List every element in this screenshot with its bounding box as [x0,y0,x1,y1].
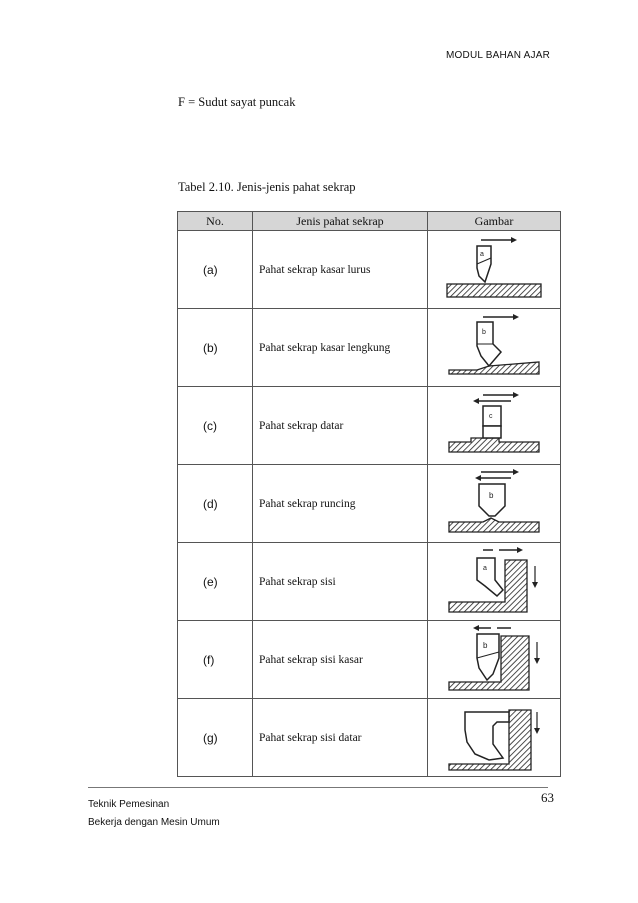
table-header-row [178,212,561,231]
row-number: (g) [178,699,253,777]
table-row [178,621,561,699]
table-row [178,387,561,465]
figure-cell [428,543,561,621]
footer-divider [88,787,548,788]
figure-cell [428,465,561,543]
table-row [178,309,561,387]
tool-types-table [177,211,561,777]
svg-text:b: b [482,328,486,336]
figure-cell [428,699,561,777]
straight-rough-tool-diagram [439,234,549,306]
formula-line: F = Sudut sayat puncak [178,95,296,109]
table-row [178,543,561,621]
tool-name: Pahat sekrap sisi kasar [253,621,428,699]
footer-line-1: Teknik Pemesinan [88,799,170,810]
row-number: (e) [178,543,253,621]
rough-side-tool-diagram [439,624,549,696]
column-header-name: Jenis pahat sekrap [253,212,428,231]
svg-text:a: a [483,564,487,572]
tool-name: Pahat sekrap sisi [253,543,428,621]
table-row [178,699,561,777]
tool-name: Pahat sekrap sisi datar [253,699,428,777]
flat-side-tool-diagram [439,702,549,774]
side-tool-diagram [439,546,549,618]
bent-rough-tool-diagram [439,312,549,384]
tool-name: Pahat sekrap runcing [253,465,428,543]
table-caption: Tabel 2.10. Jenis-jenis pahat sekrap [178,180,356,194]
table-row [178,231,561,309]
table-row [178,465,561,543]
svg-text:b: b [489,490,494,500]
flat-tool-diagram [439,390,549,462]
row-number: (d) [178,465,253,543]
page-number: 63 [541,790,554,805]
tool-name: Pahat sekrap kasar lurus [253,231,428,309]
row-number: (a) [178,231,253,309]
figure-cell [428,309,561,387]
row-number: (f) [178,621,253,699]
tool-name: Pahat sekrap datar [253,387,428,465]
column-header-figure: Gambar [428,212,561,231]
figure-cell [428,231,561,309]
svg-text:b: b [483,640,488,650]
pointed-tool-diagram [439,468,549,540]
row-number: (c) [178,387,253,465]
row-number: (b) [178,309,253,387]
svg-text:c: c [489,412,493,420]
module-header: MODUL BAHAN AJAR [446,50,550,61]
column-header-no: No. [178,212,253,231]
footer-line-2: Bekerja dengan Mesin Umum [88,817,220,828]
svg-text:a: a [480,250,484,258]
tool-name: Pahat sekrap kasar lengkung [253,309,428,387]
figure-cell [428,621,561,699]
figure-cell [428,387,561,465]
